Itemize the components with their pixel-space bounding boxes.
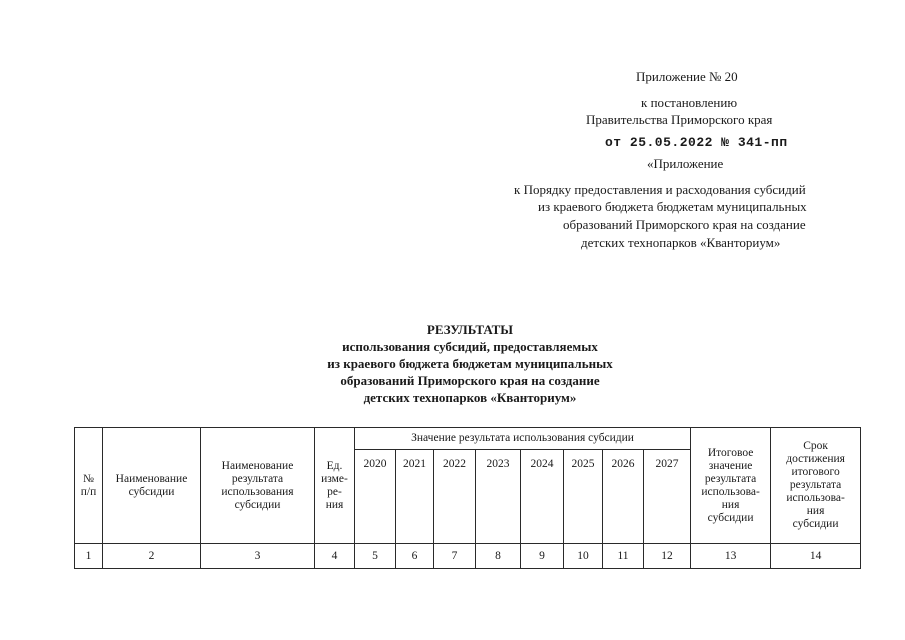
procedure-line-4: детских технопарков «Кванториум» — [581, 235, 781, 250]
year-2025: 2025 — [564, 450, 603, 544]
title-line-1: использования субсидий, предоставляемых — [342, 339, 598, 354]
appendix-number: Приложение № 20 — [636, 69, 738, 84]
year-2023: 2023 — [476, 450, 521, 544]
title-line-2: из краевого бюджета бюджетам муниципальных — [327, 356, 613, 371]
col-number-13: 13 — [691, 544, 771, 569]
year-2024: 2024 — [521, 450, 564, 544]
quote-appendix: «Приложение — [647, 156, 724, 171]
col-number-9: 9 — [521, 544, 564, 569]
government-name: Правительства Приморского края — [586, 112, 773, 127]
col-number-11: 11 — [603, 544, 644, 569]
procedure-line-2: из краевого бюджета бюджетам муниципальных — [538, 199, 807, 214]
col-number-7: 7 — [434, 544, 476, 569]
year-2021: 2021 — [396, 450, 434, 544]
year-2027: 2027 — [644, 450, 691, 544]
resolution-date-number: от 25.05.2022 № 341-пп — [605, 135, 788, 150]
col-number-2: 2 — [103, 544, 201, 569]
procedure-line-3: образований Приморского края на создание — [563, 217, 806, 232]
col-number-12: 12 — [644, 544, 691, 569]
year-2020: 2020 — [355, 450, 396, 544]
title-line-3: образований Приморского края на создание — [340, 373, 600, 388]
col-number-3: 3 — [201, 544, 315, 569]
year-2026: 2026 — [603, 450, 644, 544]
document-title — [270, 321, 670, 406]
results-table — [74, 427, 861, 569]
header-value-group: Значение результата использования субсидии — [355, 428, 691, 450]
header-num: № п/п — [75, 428, 103, 544]
col-number-1: 1 — [75, 544, 103, 569]
col-number-14: 14 — [771, 544, 861, 569]
col-number-6: 6 — [396, 544, 434, 569]
header-final-value: Итоговое значение результата использова- ния субсидии — [691, 428, 771, 544]
header-result-name: Наименование результата использования субсидии — [201, 428, 315, 544]
header-deadline: Срок достижения итогового результата использова- ния субсидии — [771, 428, 861, 544]
title-line-4: детских технопарков «Кванториум» — [363, 390, 577, 405]
col-number-5: 5 — [355, 544, 396, 569]
title-main: РЕЗУЛЬТАТЫ — [426, 322, 514, 337]
col-number-8: 8 — [476, 544, 521, 569]
column-numbering-row — [75, 544, 861, 569]
to-resolution: к постановлению — [641, 95, 738, 110]
col-number-4: 4 — [315, 544, 355, 569]
header-unit: Ед. изме- ре- ния — [315, 428, 355, 544]
header-subsidy-name: Наименование субсидии — [103, 428, 201, 544]
year-2022: 2022 — [434, 450, 476, 544]
procedure-line-1: к Порядку предоставления и расходования субсидий — [514, 182, 806, 197]
col-number-10: 10 — [564, 544, 603, 569]
